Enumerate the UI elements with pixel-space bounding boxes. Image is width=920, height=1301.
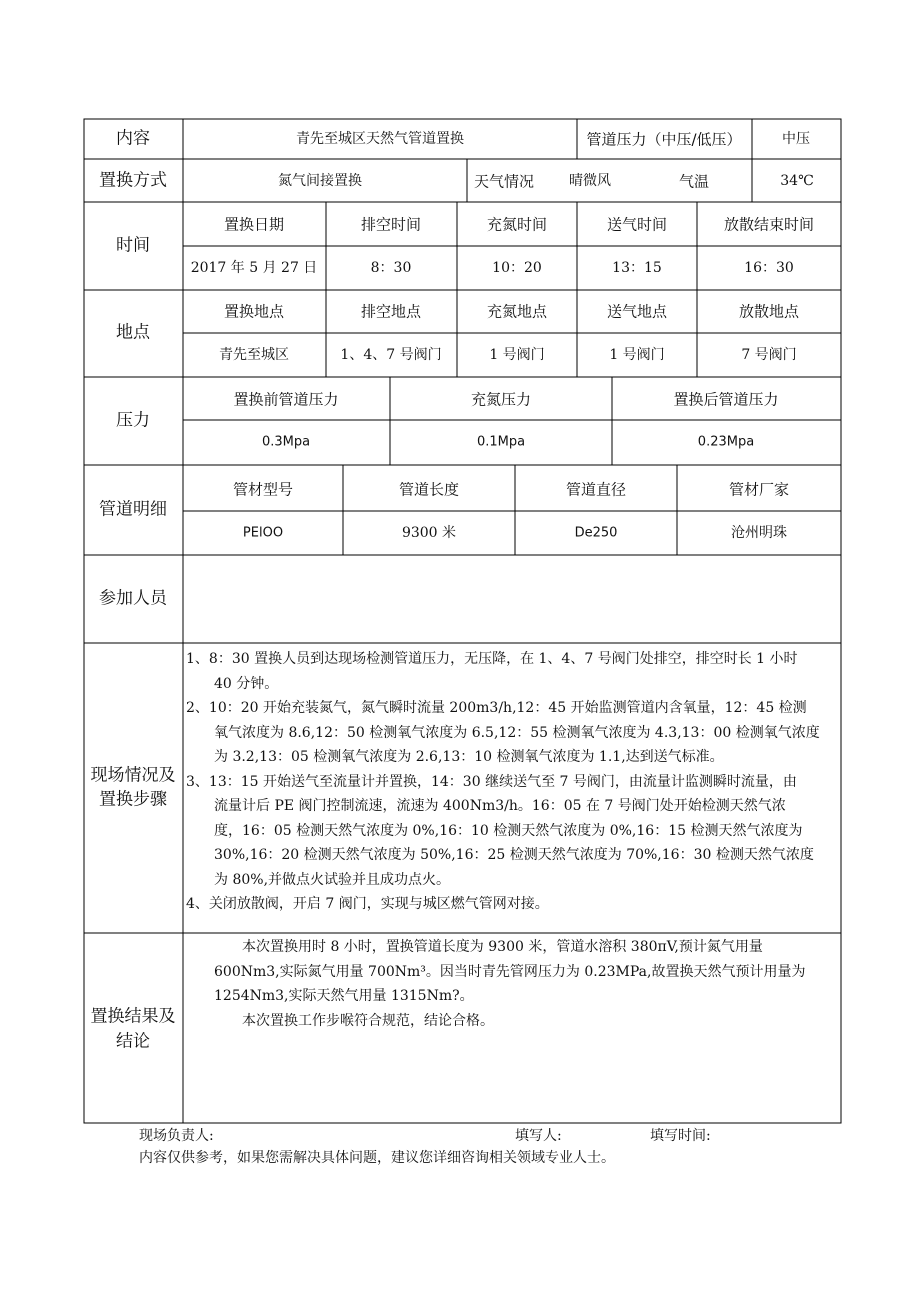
pressure-value: 0.23Mpa <box>697 434 755 450</box>
steps-line: 流量计后 PE 阀门控制流速，流速为 400Nm3∕h。16：05 在 7 号阀门处开始检测天然气浓 <box>214 798 786 814</box>
location-label: 地点 <box>116 322 150 343</box>
steps-line: 30%,16：20 检测天然气浓度为 50%,16：25 检测天然气浓度为 70%,16：30 检测天然气浓度 <box>214 847 814 863</box>
result-line: 1254Nm3,实际天然气用量 1315Nm?。 <box>214 988 474 1004</box>
pressure-value: 0.3Mpa <box>261 434 311 450</box>
location-header: 充氮地点 <box>486 302 548 321</box>
pipe-value: 沧州明珠 <box>731 525 787 541</box>
time-value: 10：20 <box>492 260 542 276</box>
steps-line: 为 3.2,13：05 检测氧气浓度为 2.6,13：10 检测氧气浓度为 1.1,达到送气标准。 <box>214 749 724 765</box>
footer-fill-time: 填写时间: <box>650 1128 711 1144</box>
steps-label-line1: 现场情况及 <box>90 765 176 786</box>
result-text <box>214 935 805 1033</box>
location-header: 置换地点 <box>223 302 285 321</box>
steps-text <box>186 647 820 917</box>
steps-line: 4、关闭放散阀，开启 7 阀门，实现与城区燃气管网对接。 <box>186 896 549 912</box>
pipe-header: 管材型号 <box>232 480 294 499</box>
location-value: 1、4、7 号阀门 <box>340 347 442 363</box>
people-label: 参加人员 <box>99 588 167 609</box>
pressure-type-value: 中压 <box>782 131 810 147</box>
pressure-header: 充氮压力 <box>470 390 532 409</box>
pressure-header: 置换后管道压力 <box>673 390 779 409</box>
footer-responsible: 现场负责人: <box>139 1128 214 1144</box>
time-header: 放散结束时间 <box>723 215 815 234</box>
pressure-label: 压力 <box>116 410 150 431</box>
temp-value: 34℃ <box>780 173 814 189</box>
pressure-value: 0.1Mpa <box>476 434 526 450</box>
steps-line: 度，16：05 检测天然气浓度为 0%,16：10 检测天然气浓度为 0%,16：15 检测天然气浓度为 <box>214 822 803 839</box>
steps-line: 3、13：15 开始送气至流量计并置换，14：30 继续送气至 7 号阀门，由流量计监测瞬时流量，由 <box>186 773 797 790</box>
location-value: 7 号阀门 <box>741 347 797 363</box>
temp-label: 气温 <box>678 172 710 191</box>
result-label-line1: 置换结果及 <box>90 1006 176 1027</box>
footer-disclaimer: 内容仅供参考，如果您需解决具体问题，建议您详细咨询相关领域专业人士。 <box>139 1150 615 1166</box>
location-value: 1 号阀门 <box>489 347 545 363</box>
time-header: 充氮时间 <box>486 215 548 234</box>
result-line: 本次置换工作步喉符合规范，结论合格。 <box>242 1012 494 1029</box>
footer-filler: 填写人: <box>515 1128 562 1144</box>
time-value: 13：15 <box>612 260 662 276</box>
pipe-value: 9300 米 <box>401 525 457 541</box>
time-value: 2017 年 5 月 27 日 <box>190 260 318 276</box>
steps-line: 为 80%,并做点火试验并且成功点火。 <box>214 871 451 888</box>
location-header: 送气地点 <box>606 302 668 321</box>
time-header: 送气时间 <box>606 215 668 234</box>
steps-line: 氧气浓度为 8.6,12：50 检测氧气浓度为 6.5,12：55 检测氧气浓度为 4.3,13：00 检测氧气浓度 <box>214 724 820 741</box>
steps-label-line2: 置换步骤 <box>99 789 167 810</box>
result-line: 本次置换用时 8 小时，置换管道长度为 9300 米，管道水溶积 380πV,预计氮气用量 <box>242 939 763 955</box>
location-value: 1 号阀门 <box>609 347 665 363</box>
weather-value: 晴微风 <box>569 173 611 189</box>
pressure-header: 置换前管道压力 <box>233 390 339 409</box>
content-label: 内容 <box>116 128 150 149</box>
location-value: 青先至城区 <box>219 347 289 363</box>
location-header: 排空地点 <box>360 302 422 321</box>
pipe-header: 管道直径 <box>565 480 627 499</box>
location-header: 放散地点 <box>738 302 800 321</box>
time-header: 排空时间 <box>360 215 422 234</box>
content-value: 青先至城区天然气管道置换 <box>296 131 464 147</box>
result-line: 600Nm3,实际氮气用量 700Nm³。因当时青先管网压力为 0.23MPa,故置换天然气预计用量为 <box>214 963 806 980</box>
time-value: 8：30 <box>370 260 412 276</box>
pipe-header: 管道长度 <box>398 480 460 499</box>
steps-line: 2、10：20 开始充装氮气，氮气瞬时流量 200m3∕h,12：45 开始监测管道内含氧量，12：45 检测 <box>186 700 807 716</box>
weather-label: 天气情况 <box>473 172 535 191</box>
steps-line: 40 分钟。 <box>214 675 279 692</box>
time-value: 16：30 <box>744 260 794 276</box>
steps-line: 1、8：30 置换人员到达现场检测管道压力，无压降，在 1、4、7 号阀门处排空，排空时长 1 小时 <box>186 651 798 667</box>
result-label-line2: 结论 <box>116 1031 150 1052</box>
pressure-type-label: 管道压力（中压/低压） <box>586 130 742 149</box>
method-label: 置换方式 <box>99 170 167 191</box>
pipe-header: 管材厂家 <box>728 480 790 499</box>
time-header: 置换日期 <box>223 215 285 234</box>
pipe-value: PElOO <box>242 525 284 541</box>
method-value: 氮气间接置换 <box>278 173 362 189</box>
pipe-label: 管道明细 <box>99 499 167 520</box>
time-label: 时间 <box>116 235 150 256</box>
pipe-value: De250 <box>574 525 618 541</box>
